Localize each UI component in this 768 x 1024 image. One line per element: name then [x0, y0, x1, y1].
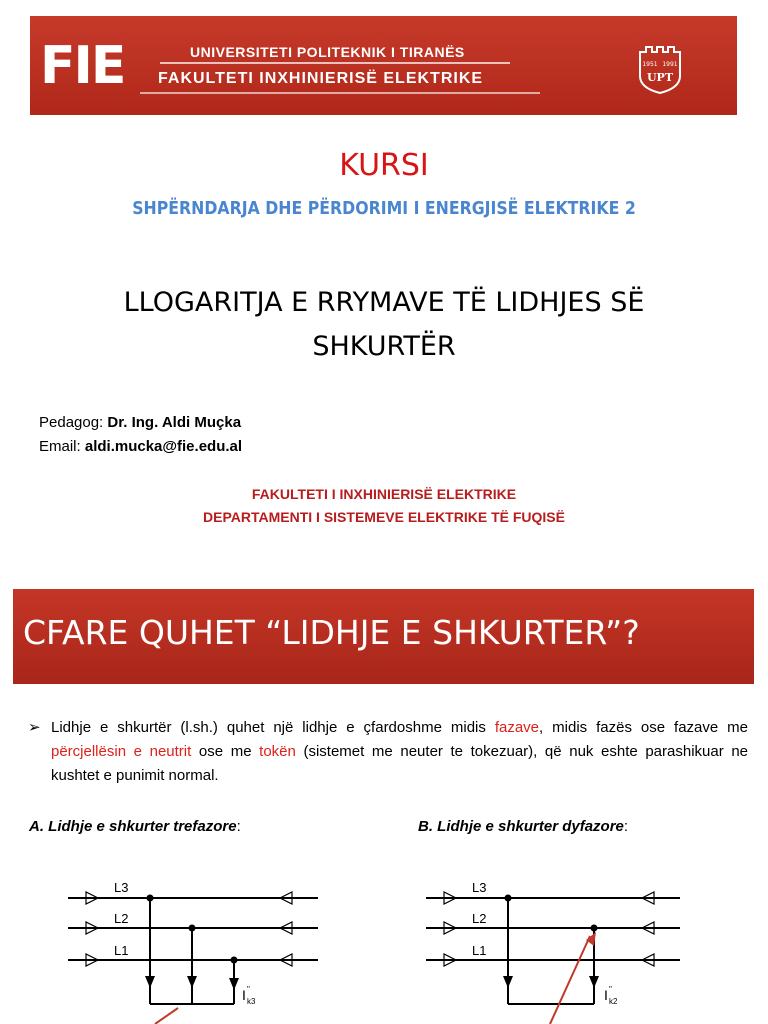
- line-label: L1: [114, 943, 129, 958]
- divider: [160, 62, 510, 64]
- junction-dot: [505, 895, 512, 902]
- crest-year-left: 1951: [642, 61, 658, 68]
- highlight-term: fazave: [494, 719, 540, 736]
- current-label-sup: ": [609, 985, 612, 994]
- definition-paragraph: ➢ Lidhje e shkurtër (l.sh.) quhet një lidhje e çfardoshme midis fazave, midis fazës ose fazave me përcjellësin e neutrit ose me tokën (sistemet me neuter te tokezuar), që nuk eshte parashikuar ne kushtet e punimit normal.: [28, 716, 748, 788]
- subheading-two-phase: B. Lidhje e shkurter dyfazore:: [418, 818, 629, 835]
- junction-dot: [147, 895, 154, 902]
- current-label-sup: ": [247, 985, 250, 994]
- instructor-name: Dr. Ing. Aldi Muçka: [107, 414, 242, 431]
- junction-dot: [591, 925, 598, 932]
- line-label: L2: [114, 911, 129, 926]
- upt-crest-icon: [638, 44, 682, 94]
- bullet-arrow-icon: ➢: [28, 719, 41, 736]
- current-label-sub: k2: [609, 997, 618, 1006]
- section-heading-bar: [13, 589, 754, 684]
- current-arrow-icon: [503, 976, 513, 988]
- department-line: DEPARTAMENTI I SISTEMEVE ELEKTRIKE TË FUQISË: [203, 509, 565, 525]
- course-name: SHPËRNDARJA DHE PËRDORIMI I ENERGJISË ELEKTRIKE 2: [132, 199, 636, 219]
- junction-dot: [189, 925, 196, 932]
- current-label: I: [604, 987, 608, 1003]
- current-arrow-icon: [589, 976, 599, 988]
- pointer-arrow: [550, 936, 590, 1024]
- email-row: Email: aldi.mucka@fie.edu.al: [39, 438, 243, 455]
- faculty-line: FAKULTETI I INXHINIERISË ELEKTRIKE: [251, 486, 517, 502]
- highlight-term: përcjellësin e neutrit: [51, 743, 192, 760]
- faculty-name: FAKULTETI INXHINIERISË ELEKTRIKE: [158, 70, 483, 88]
- course-label: KURSI: [339, 148, 429, 183]
- highlight-term: tokën: [259, 743, 296, 760]
- line-label: L3: [114, 880, 129, 895]
- section-heading: CFARE QUHET “LIDHJE E SHKURTER”?: [23, 613, 640, 652]
- junction-dot: [231, 957, 238, 964]
- page-title: LLOGARITJA E RRYMAVE TË LIDHJES SË SHKURTËR: [123, 287, 645, 362]
- current-label-sub: k3: [247, 997, 256, 1006]
- divider: [140, 92, 540, 94]
- diagram-three-phase: [60, 870, 330, 1024]
- crest-year-right: 1991: [662, 61, 678, 68]
- university-name: UNIVERSITETI POLITEKNIK I TIRANËS: [190, 44, 465, 60]
- email-link[interactable]: aldi.mucka@fie.edu.al: [84, 438, 243, 455]
- crest-label: UPT: [646, 71, 674, 84]
- current-arrow-icon: [145, 976, 155, 988]
- pointer-arrow: [155, 1008, 178, 1024]
- line-label: L3: [472, 880, 487, 895]
- diagram-two-phase: [418, 870, 708, 1024]
- line-label: L2: [472, 911, 487, 926]
- current-arrow-icon: [229, 978, 239, 990]
- line-label: L1: [472, 943, 487, 958]
- subheading-three-phase: A. Lidhje e shkurter trefazore:: [29, 818, 241, 835]
- fie-logo: FIE: [40, 36, 125, 96]
- current-arrow-icon: [187, 976, 197, 988]
- current-label: I: [242, 987, 246, 1003]
- instructor-row: Pedagog: Dr. Ing. Aldi Muçka: [39, 414, 242, 431]
- header-banner: [30, 16, 737, 115]
